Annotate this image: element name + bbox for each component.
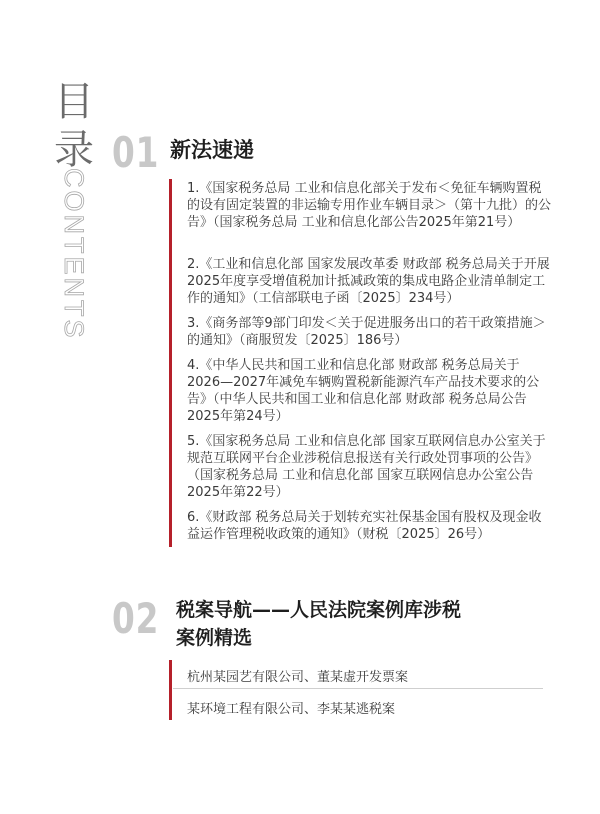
section-number: 02	[112, 594, 160, 643]
list-item[interactable]: 6.《财政部 税务总局关于划转充实社保基金国有股权及现金收益运作管理税收政策的通知》（财税〔2025〕26号）	[187, 510, 542, 542]
section-title: 新法速递	[170, 138, 254, 162]
section-accent-bar	[169, 660, 172, 720]
toc-title-char: 录	[54, 127, 94, 173]
case-item[interactable]: 某环境工程有限公司、李某某逃税案	[187, 702, 396, 717]
contents-word: CONTENTS	[59, 168, 89, 341]
section1-list	[187, 180, 552, 543]
section-title-line: 案例精选	[176, 627, 253, 649]
list-item[interactable]: 2.《工业和信息化部 国家发展改革委 财政部 税务总局关于开展2025年度享受增值税加计抵减政策的集成电路企业清单制定工作的通知》（工信部联电子函〔2025〕234号）	[187, 257, 550, 306]
list-item[interactable]: 1.《国家税务总局 工业和信息化部关于发布＜免征车辆购置税的设有固定装置的非运输专用作业车辆目录＞（第十九批）的公告》（国家税务总局 工业和信息化部公告2025年第21号）	[187, 181, 552, 230]
section-title	[176, 596, 461, 652]
toc-title-char: 目	[54, 79, 94, 125]
section-accent-bar	[169, 179, 172, 547]
toc-title	[54, 78, 94, 174]
divider	[173, 688, 543, 689]
section-title-line: 税案导航——人民法院案例库涉税	[176, 599, 462, 621]
case-item[interactable]: 杭州某园艺有限公司、董某虚开发票案	[187, 670, 409, 685]
list-item[interactable]: 3.《商务部等9部门印发＜关于促进服务出口的若干政策措施＞的通知》（商服贸发〔2025〕186号）	[187, 316, 546, 348]
list-item[interactable]: 5.《国家税务总局 工业和信息化部 国家互联网信息办公室关于规范互联网平台企业涉税信息报送有关行政处罚事项的公告》（国家税务总局 工业和信息化部 国家互联网信息办公室公告2025年第22号）	[187, 434, 546, 500]
list-item[interactable]: 4.《中华人民共和国工业和信息化部 财政部 税务总局关于2026—2027年减免车辆购置税新能源汽车产品技术要求的公告》（中华人民共和国工业和信息化部 财政部 税务总局公告2025年第24号）	[187, 358, 540, 424]
section-number: 01	[112, 128, 160, 177]
